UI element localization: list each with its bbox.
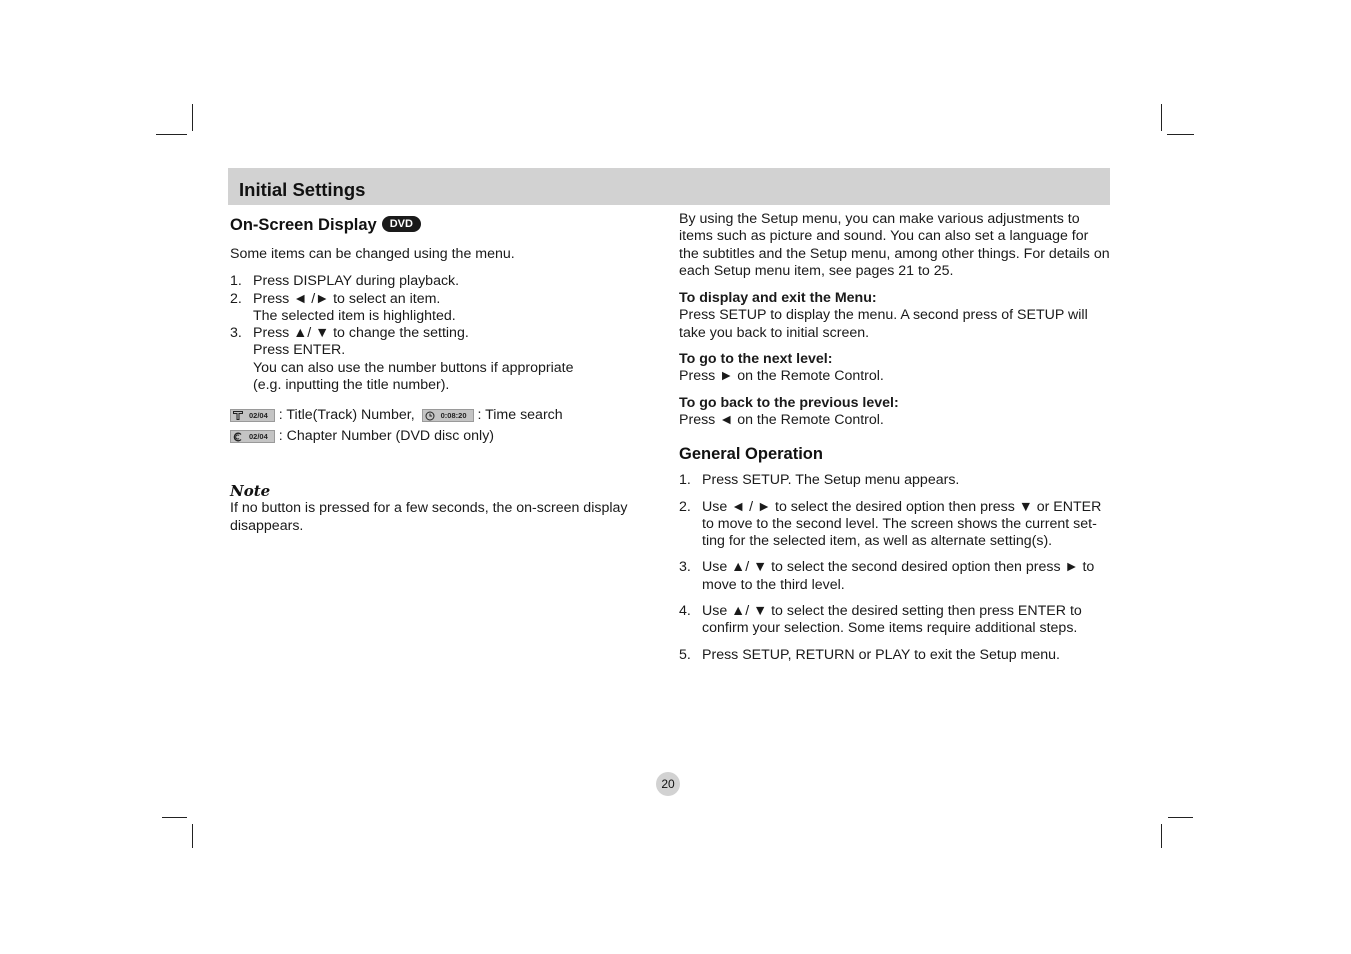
step-text: Use ▲/ ▼ to select the second desired option then press ► to move to the third level. [702,559,1095,593]
step-number: 2. [679,498,691,515]
list-item [230,273,645,290]
info-block-text: Press SETUP to display the menu. A second press of SETUP will take you back to initial screen. [679,307,1088,341]
info-block-heading: To go back to the previous level: [679,394,899,411]
crop-mark [162,817,187,818]
title-indicator-label: : Title(Track) Number, [278,407,415,424]
step-number: 5. [679,646,691,663]
step-line: Press DISPLAY during playback. [253,273,460,290]
chapter-indicator-label: : Chapter Number (DVD disc only) [278,428,495,445]
right-column [679,211,1111,664]
list-item [679,499,1111,551]
indicator-row [230,426,645,447]
page-number: 20 [656,772,680,796]
chapter-icon [231,431,245,442]
title-indicator-value: 02/04 [249,411,268,421]
osd-indicators [230,405,645,447]
display-steps [230,273,645,394]
step-text: Use ▲/ ▼ to select the desired setting then press ENTER to confirm your selection. Some items require additional steps. [702,603,1082,637]
note-block [230,481,645,535]
crop-mark [156,134,187,135]
title-indicator [230,409,275,422]
info-block-heading: To go to the next level: [679,351,833,368]
info-block [679,290,1111,342]
general-operation-steps [679,472,1111,664]
step-line: The selected item is highlighted. [253,307,456,324]
clock-icon [423,410,437,421]
chapter-indicator-value: 02/04 [249,432,268,442]
time-indicator-value: 0:08:20 [440,411,467,421]
step-line: Press ◄ /► to select an item. [253,290,441,307]
step-text: Press SETUP. The Setup menu appears. [702,472,960,489]
page-title: Initial Settings [239,179,366,200]
step-number: 1. [679,472,691,489]
info-block-text: Press ► on the Remote Control. [679,368,884,385]
info-block-text: Press ◄ on the Remote Control. [679,411,884,428]
crop-mark [1161,104,1162,131]
list-item [679,603,1111,638]
step-line: Press ENTER. [253,342,346,359]
intro-text: Some items can be changed using the menu. [230,246,515,262]
dvd-badge: DVD [382,216,421,232]
chapter-indicator [230,430,275,443]
list-item [679,559,1111,594]
time-indicator [422,409,474,422]
left-column [230,214,645,535]
step-line: Press ▲/ ▼ to change the setting. [253,325,469,342]
list-item [230,291,645,326]
step-number: 2. [230,290,242,307]
section-title-general-operation: General Operation [679,445,823,464]
step-number: 3. [679,559,691,576]
crop-mark [1167,134,1194,135]
list-item [230,325,645,394]
note-text: If no button is pressed for a few seconds, the on-screen display disappears. [230,500,628,534]
indicator-row [230,405,645,426]
crop-mark [192,824,193,848]
crop-mark [1168,817,1193,818]
info-block [679,395,1111,430]
note-title: Note [230,482,271,501]
info-block [679,351,1111,386]
step-text: Use ◄ / ► to select the desired option then press ▼ or ENTER to move to the second level. The screen shows the current set-ting for the selected item, as well as alternate setting(s). [702,498,1102,550]
setup-intro-text: By using the Setup menu, you can make various adjustments to items such as picture and sound. You can also set a language for the subtitles and the Setup menu, among other things. For details on each Setup menu item, see pages 21 to 25. [679,211,1110,279]
list-item [679,647,1111,664]
time-indicator-label: : Time search [477,407,563,424]
list-item [679,472,1111,489]
title-icon [231,410,245,421]
step-number: 4. [679,603,691,620]
step-number: 1. [230,273,242,290]
step-number: 3. [230,325,242,342]
section-title-text: On-Screen Display [230,216,377,234]
step-line: (e.g. inputting the title number). [253,377,450,394]
crop-mark [1161,824,1162,848]
step-line: You can also use the number buttons if appropriate [253,359,574,376]
step-text: Press SETUP, RETURN or PLAY to exit the Setup menu. [702,646,1060,663]
info-block-heading: To display and exit the Menu: [679,290,877,307]
crop-mark [192,104,193,131]
section-title-on-screen-display [230,214,645,236]
